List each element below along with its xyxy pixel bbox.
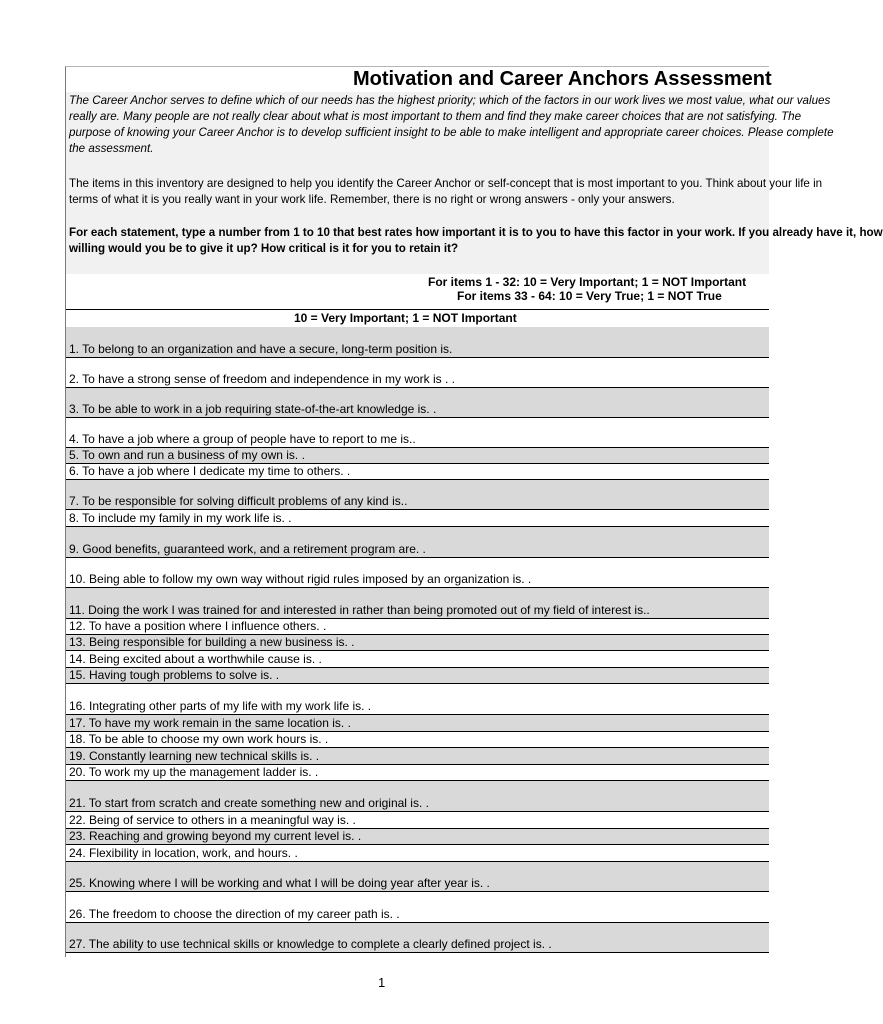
list-item[interactable] <box>66 480 769 510</box>
list-item[interactable] <box>66 715 769 732</box>
item-text: 11. Doing the work I was trained for and interested in rather than being promoted out of my field of interest is.. <box>69 603 650 617</box>
item-text: 26. The freedom to choose the direction of my career path is. . <box>69 907 400 921</box>
list-item[interactable] <box>66 765 769 781</box>
item-text: 3. To be able to work in a job requiring state-of-the-art knowledge is. . <box>69 402 437 416</box>
intro-line: purpose of knowing your Career Anchor is to develop sufficient insight to be able to make intelligent and appropriate career choices. Please complete <box>69 126 834 139</box>
rating-legend <box>66 274 769 309</box>
item-text: 20. To work my up the management ladder is. . <box>69 765 319 779</box>
item-text: 9. Good benefits, guaranteed work, and a retirement program are. . <box>69 542 426 556</box>
item-text: 27. The ability to use technical skills or knowledge to complete a clearly defined project is. . <box>69 937 552 951</box>
item-text: 22. Being of service to others in a meaningful way is. . <box>69 813 356 827</box>
item-text: 25. Knowing where I will be working and what I will be doing year after year is. . <box>69 876 490 890</box>
assessment-sheet <box>65 66 883 957</box>
intro-paragraph-1 <box>66 93 834 157</box>
intro-line: really are. Many people are not really clear about what is most important to them and find they make career choices that are not satisfying. The <box>69 110 802 123</box>
list-item[interactable] <box>66 923 769 953</box>
list-item[interactable] <box>66 358 769 388</box>
list-item[interactable] <box>66 668 769 684</box>
intro-paragraph-3 <box>66 225 883 257</box>
list-item[interactable] <box>66 510 769 527</box>
list-item[interactable] <box>66 327 769 358</box>
page-title: Motivation and Career Anchors Assessment <box>353 68 772 90</box>
item-text: 15. Having tough problems to solve is. . <box>69 668 280 682</box>
legend-line-1: For items 1 - 32: 10 = Very Important; 1 = NOT Important <box>428 275 747 289</box>
item-text: 21. To start from scratch and create something new and original is. . <box>69 796 429 810</box>
item-text: 10. Being able to follow my own way without rigid rules imposed by an organization is. . <box>69 572 532 586</box>
item-text: 13. Being responsible for building a new business is. . <box>69 635 355 649</box>
item-text: 17. To have my work remain in the same location is. . <box>69 716 351 730</box>
intro-block <box>66 92 883 274</box>
page-number: 1 <box>378 975 386 990</box>
list-item[interactable] <box>66 527 769 558</box>
scale-label: 10 = Very Important; 1 = NOT Important <box>294 311 517 325</box>
title-row <box>66 67 772 92</box>
item-text: 24. Flexibility in location, work, and hours. . <box>69 846 298 860</box>
item-text: 6. To have a job where I dedicate my time to others. . <box>69 464 351 478</box>
item-text: 7. To be responsible for solving difficult problems of any kind is.. <box>69 494 408 508</box>
list-item[interactable] <box>66 781 769 812</box>
legend-line-2: For items 33 - 64: 10 = Very True; 1 = NOT True <box>457 289 722 303</box>
item-text: 18. To be able to choose my own work hours is. . <box>69 732 329 746</box>
intro-line: The items in this inventory are designed to help you identify the Career Anchor or self-concept that is most important to you. Think about your life in <box>69 177 823 190</box>
intro-line: For each statement, type a number from 1 to 10 that best rates how important it is to you to have this factor in your work. If you already have it, how <box>69 226 883 239</box>
list-item[interactable] <box>66 558 769 588</box>
intro-line: the assessment. <box>69 142 154 155</box>
list-item[interactable] <box>66 892 769 923</box>
intro-line: The Career Anchor serves to define which of our needs has the highest priority; which of the factors in our work lives we most value, what our values <box>69 94 831 107</box>
item-text: 23. Reaching and growing beyond my current level is. . <box>69 829 362 843</box>
item-text: 5. To own and run a business of my own is. . <box>69 448 305 462</box>
list-item[interactable] <box>66 684 769 715</box>
scale-header <box>66 309 769 328</box>
list-item[interactable] <box>66 829 769 845</box>
list-item[interactable] <box>66 845 769 862</box>
intro-line: willing would you be to give it up? How critical is it for you to retain it? <box>69 242 459 255</box>
list-item[interactable] <box>66 588 769 619</box>
intro-paragraph-2 <box>66 176 822 208</box>
item-text: 1. To belong to an organization and have a secure, long-term position is. <box>69 342 453 356</box>
list-item[interactable] <box>66 651 769 668</box>
list-item[interactable] <box>66 732 769 748</box>
item-text: 12. To have a position where I influence others. . <box>69 619 327 633</box>
list-item[interactable] <box>66 619 769 635</box>
list-item[interactable] <box>66 748 769 765</box>
list-item[interactable] <box>66 464 769 480</box>
item-text: 14. Being excited about a worthwhile cause is. . <box>69 652 322 666</box>
item-text: 8. To include my family in my work life is. . <box>69 511 292 525</box>
item-text: 16. Integrating other parts of my life with my work life is. . <box>69 699 372 713</box>
item-text: 2. To have a strong sense of freedom and independence in my work is . . <box>69 372 456 386</box>
list-item[interactable] <box>66 635 769 651</box>
list-item[interactable] <box>66 812 769 829</box>
item-list <box>66 327 769 953</box>
list-item[interactable] <box>66 418 769 448</box>
item-text: 19. Constantly learning new technical skills is. . <box>69 749 320 763</box>
list-item[interactable] <box>66 862 769 892</box>
list-item[interactable] <box>66 388 769 418</box>
item-text: 4. To have a job where a group of people have to report to me is.. <box>69 432 416 446</box>
list-item[interactable] <box>66 448 769 464</box>
intro-line: terms of what it is you really want in your work life. Remember, there is no right or wrong answers - only your answers. <box>69 193 675 206</box>
